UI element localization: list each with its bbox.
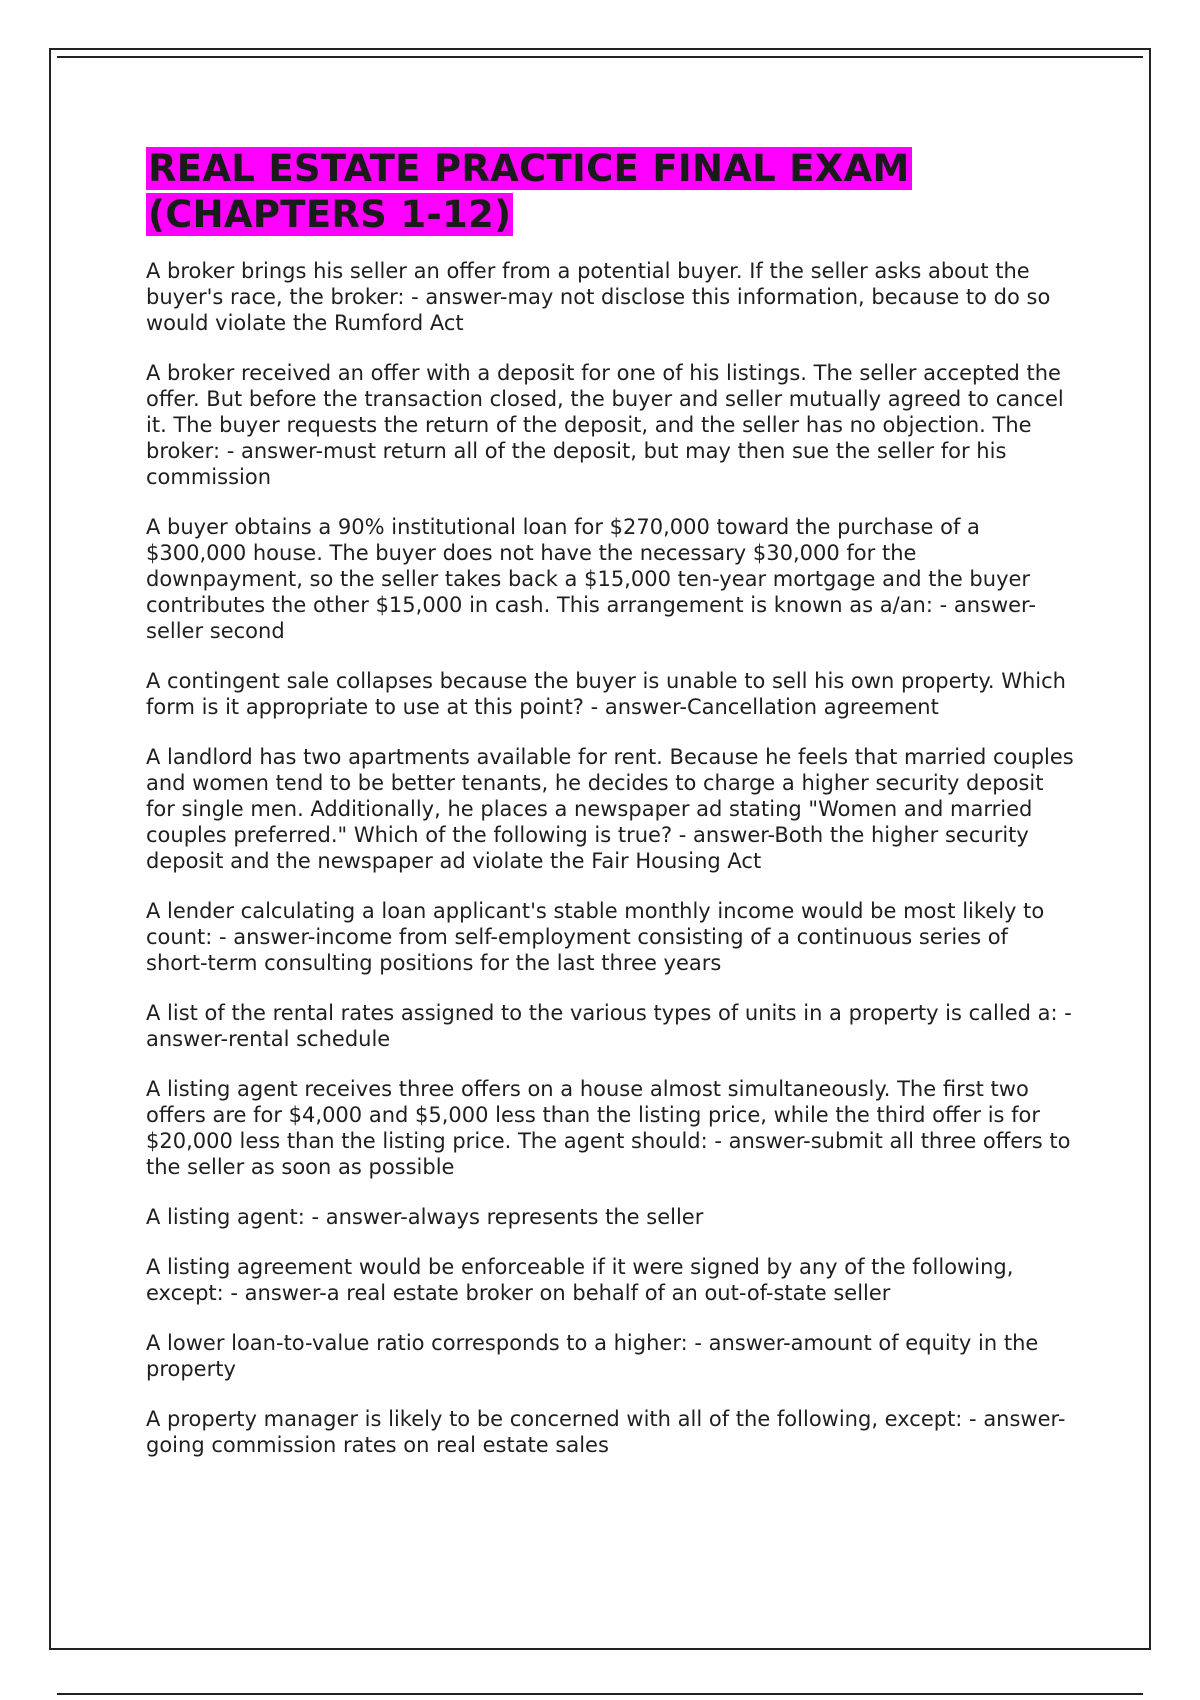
next-page-top-rule [57, 1693, 1143, 1695]
question-answer-6: A lender calculating a loan applicant's stable monthly income would be most likely to count: - answer-income from self-employment consisting of a continuous series of short-term consulting positions for the last three years [146, 899, 1045, 975]
question-answer-10: A listing agreement would be enforceable if it were signed by any of the following, except: - answer-a real estate broker on behalf of an out-of-state seller [146, 1255, 1014, 1305]
question-answer-12: A property manager is likely to be concerned with all of the following, except: - answer-going commission rates on real estate sales [146, 1407, 1066, 1457]
question-answer-2: A broker received an offer with a deposit for one of his listings. The seller accepted the offer. But before the transaction closed, the buyer and seller mutually agreed to cancel it. The buyer requests the return of the deposit, and the seller has no objection. The broker: - answer-must return all of the deposit, but may then sue the seller for his commission [146, 361, 1064, 489]
question-answer-5: A landlord has two apartments available for rent. Because he feels that married couples and women tend to be better tenants, he decides to charge a higher security deposit for single men. Additionally, he places a newspaper ad stating "Women and married couples preferred." Which of the following is true? - answer-Both the higher security deposit and the newspaper ad violate the Fair Housing Act [146, 745, 1074, 873]
question-answer-11: A lower loan-to-value ratio corresponds to a higher: - answer-amount of equity in the property [146, 1331, 1039, 1381]
page-border-top-rule [57, 56, 1143, 58]
question-answer-1: A broker brings his seller an offer from a potential buyer. If the seller asks about the buyer's race, the broker: - answer-may not disclose this information, because to do so would violate the Rumford Act [146, 259, 1051, 335]
question-answer-4: A contingent sale collapses because the buyer is unable to sell his own property. Which form is it appropriate to use at this point? - answer-Cancellation agreement [146, 669, 1066, 719]
question-answer-3: A buyer obtains a 90% institutional loan for $270,000 toward the purchase of a $300,000 house. The buyer does not have the necessary $30,000 for the downpayment, so the seller takes back a $15,000 ten-year mortgage and the buyer contributes the other $15,000 in cash. This arrangement is known as a/an: - answer-seller second [146, 515, 1036, 643]
document-title-line-1: REAL ESTATE PRACTICE FINAL EXAM [148, 147, 910, 190]
question-answer-9: A listing agent: - answer-always represents the seller [146, 1205, 704, 1229]
document-title [146, 146, 1076, 238]
question-answer-7: A list of the rental rates assigned to the various types of units in a property is called a: - answer-rental schedule [146, 1001, 1072, 1051]
document-title-line-2: (CHAPTERS 1-12) [148, 193, 512, 236]
document-body [146, 146, 1076, 1482]
question-answer-8: A listing agent receives three offers on a house almost simultaneously. The first two offers are for $4,000 and $5,000 less than the listing price, while the third offer is for $20,000 less than the listing price. The agent should: - answer-submit all three offers to the seller as soon as possible [146, 1077, 1071, 1179]
